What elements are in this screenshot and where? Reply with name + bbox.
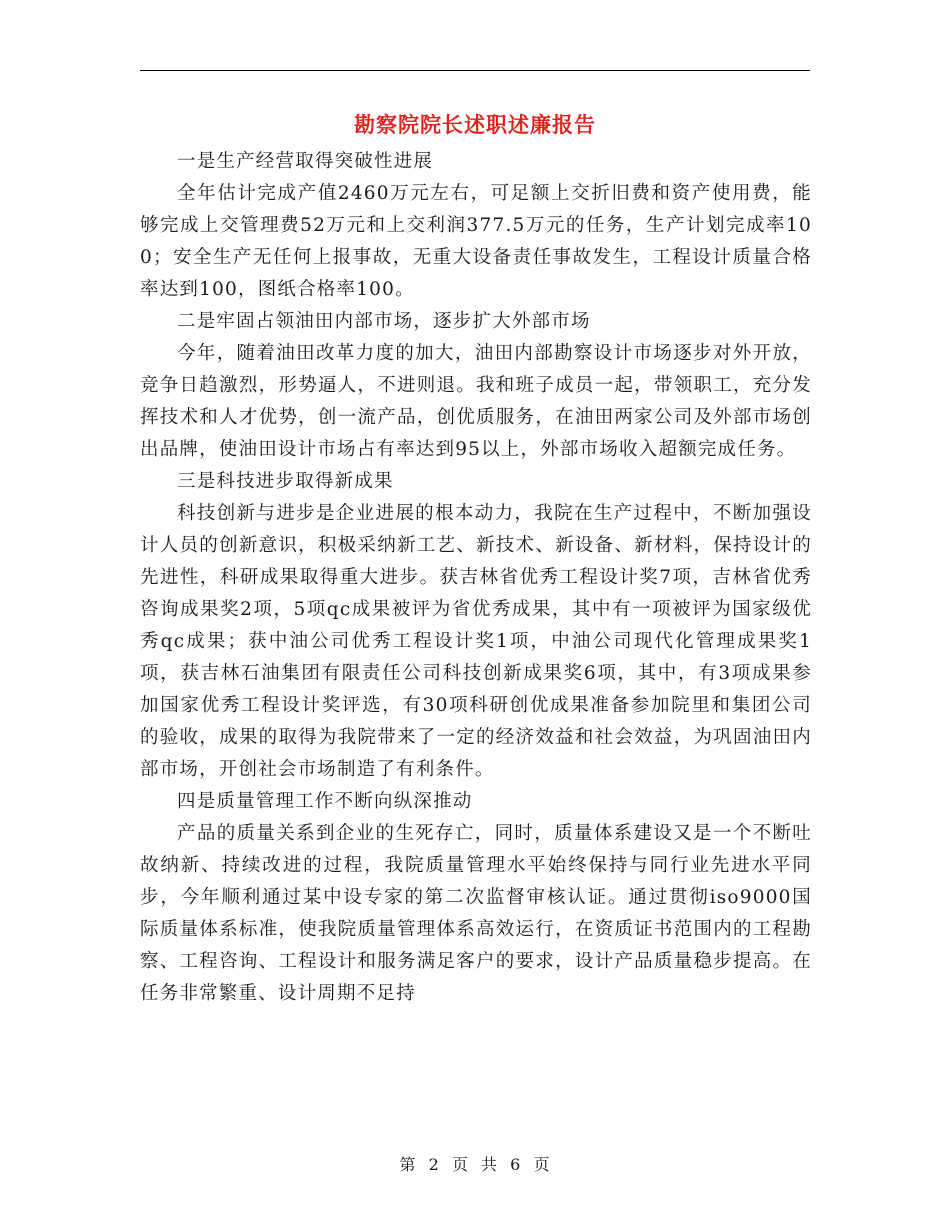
paragraph-quality: 产品的质量关系到企业的生死存亡，同时，质量体系建设又是一个不断吐故纳新、持续改进的过程，我院质量管理水平始终保持与同行业先进水平同步，今年顺利通过某中设专家的第二次监督审核认证。通过贯彻iso9000国际质量体系标准，使我院质量管理体系高效运行，在资质证书范围内的工程勘察、工程咨询、工程设计和服务满足客户的要求，设计产品质量稳步提高。在任务非常繁重、设计周期不足持 [140,823,812,1004]
footer-page-word: 页 [451,1155,469,1174]
footer-prefix: 第 [399,1155,417,1174]
document-body [140,146,812,1010]
document-title: 勘察院院长述职述廉报告 [354,113,596,137]
page-footer [0,1152,950,1175]
section-heading-1: 一是生产经营取得突破性进展 [177,151,434,172]
footer-total-word: 页 [533,1155,551,1174]
paragraph-market: 今年，随着油田改革力度的加大，油田内部勘察设计市场逐步对外开放，竞争日趋激烈，形势逼人，不进则退。我和班子成员一起，带领职工，充分发挥技术和人才优势，创一流产品，创优质服务，在油田两家公司及外部市场创出品牌，使油田设计市场占有率达到95以上，外部市场收入超额完成任务。 [140,343,812,460]
footer-page-number: 2 [428,1155,440,1174]
section-heading-2: 二是牢固占领油田内部市场，逐步扩大外部市场 [177,311,591,332]
paragraph-technology: 科技创新与进步是企业进展的根本动力，我院在生产过程中，不断加强设计人员的创新意识，积极采纳新工艺、新技术、新设备、新材料，保持设计的先进性，科研成果取得重大进步。获吉林省优秀工程设计奖7项，吉林省优秀咨询成果奖2项，5项qc成果被评为省优秀成果，其中有一项被评为国家级优秀qc成果；获中油公司优秀工程设计奖1项，中油公司现代化管理成果奖1项，获吉林石油集团有限责任公司科技创新成果奖6项，其中，有3项成果参加国家优秀工程设计奖评选，有30项科研创优成果准备参加院里和集团公司的验收，成果的取得为我院带来了一定的经济效益和社会效益，为巩固油田内部市场，开创社会市场制造了有利条件。 [140,503,812,780]
paragraph-production: 全年估计完成产值2460万元左右，可足额上交折旧费和资产使用费，能够完成上交管理费52万元和上交利润377.5万元的任务，生产计划完成率100；安全生产无任何上报事故，无重大设备责任事故发生，工程设计质量合格率达到100，图纸合格率100。 [140,183,812,300]
header-rule [140,70,810,71]
section-heading-4: 四是质量管理工作不断向纵深推动 [177,791,473,812]
footer-total-prefix: 共 [481,1155,499,1174]
section-heading-3: 三是科技进步取得新成果 [177,471,394,492]
footer-total-pages: 6 [510,1155,522,1174]
